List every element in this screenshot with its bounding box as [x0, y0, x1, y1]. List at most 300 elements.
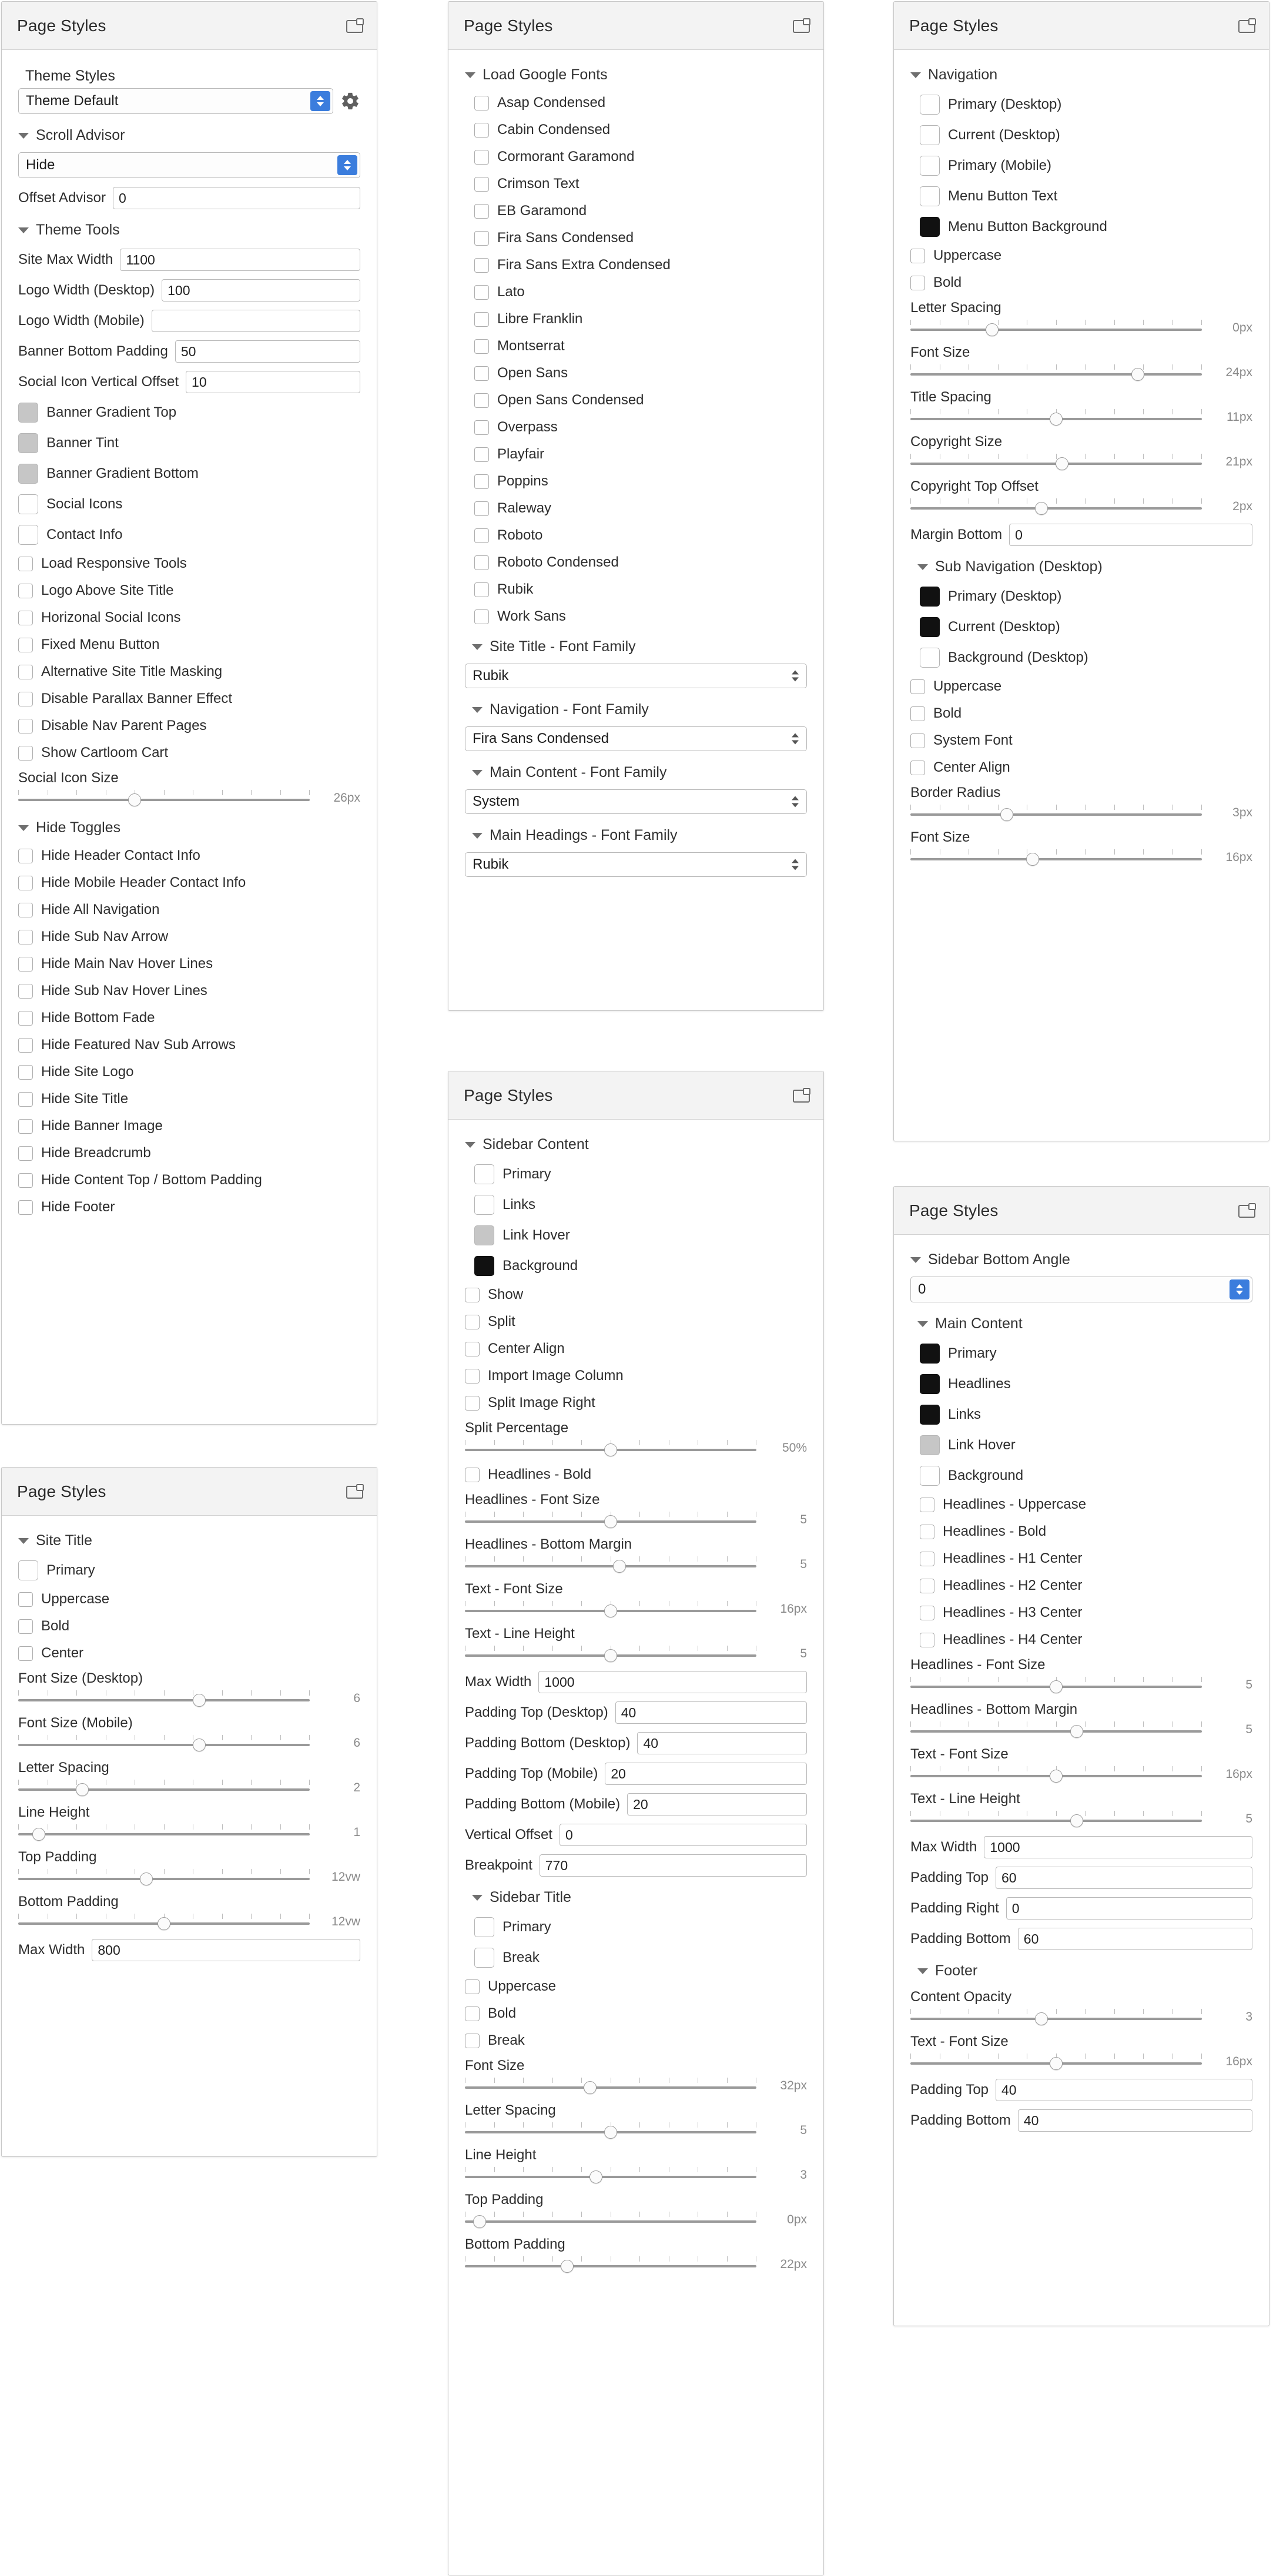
color-swatch[interactable]	[920, 1374, 940, 1394]
padding-right-input[interactable]	[1006, 1897, 1252, 1920]
checkbox[interactable]	[465, 1315, 480, 1329]
slider-knob[interactable]	[473, 2215, 486, 2228]
checkbox-row-disable-parallax-banner-effect[interactable]	[2, 685, 377, 712]
slider-track[interactable]	[910, 407, 1202, 428]
slider-track[interactable]	[910, 362, 1202, 383]
checkbox[interactable]	[920, 1579, 934, 1593]
slider-knob[interactable]	[613, 1560, 626, 1573]
checkbox[interactable]	[910, 249, 925, 263]
swatch-row-background[interactable]	[894, 1460, 1269, 1491]
color-swatch[interactable]	[920, 587, 940, 607]
checkbox-row-bold[interactable]	[448, 2000, 823, 2027]
popout-icon[interactable]	[1238, 1203, 1256, 1218]
popout-icon[interactable]	[793, 1088, 810, 1103]
slider-track[interactable]	[18, 1822, 310, 1843]
checkbox-row-load-responsive-tools[interactable]	[2, 550, 377, 577]
padding-bottom-input[interactable]	[1018, 1928, 1252, 1950]
swatch-row-current-desktop[interactable]	[894, 120, 1269, 150]
checkbox[interactable]	[18, 1092, 33, 1107]
slider-knob[interactable]	[561, 2260, 574, 2273]
slider-track[interactable]	[910, 802, 1202, 823]
checkbox[interactable]	[474, 501, 489, 516]
color-swatch[interactable]	[920, 217, 940, 237]
section-main-content-font-family[interactable]	[448, 756, 823, 787]
checkbox-row-font-asap-condensed[interactable]	[448, 89, 823, 116]
checkbox-row-hide-site-logo[interactable]	[2, 1058, 377, 1086]
checkbox[interactable]	[920, 1606, 934, 1620]
gear-icon[interactable]	[340, 91, 360, 111]
checkbox[interactable]	[465, 1288, 480, 1302]
site-max-width-input[interactable]	[120, 249, 360, 271]
checkbox-row-font-open-sans[interactable]	[448, 360, 823, 387]
slider-knob[interactable]	[1050, 413, 1063, 426]
checkbox[interactable]	[910, 761, 925, 775]
slider-knob[interactable]	[1070, 1814, 1083, 1827]
checkbox[interactable]	[18, 557, 33, 571]
popout-icon[interactable]	[346, 18, 364, 34]
slider-knob[interactable]	[604, 1515, 617, 1528]
select-stepper-icon[interactable]	[337, 155, 357, 175]
color-swatch[interactable]	[920, 1466, 940, 1486]
section-navigation-font-family[interactable]	[448, 693, 823, 724]
slider-track[interactable]	[910, 847, 1202, 868]
slider-knob[interactable]	[604, 1604, 617, 1617]
checkbox[interactable]	[920, 1498, 934, 1512]
checkbox-row-hide-sub-nav-arrow[interactable]	[2, 923, 377, 950]
section-main-content[interactable]	[894, 1307, 1269, 1338]
vertical-offset-input[interactable]	[560, 1824, 807, 1846]
checkbox-row-center[interactable]	[2, 1640, 377, 1667]
main-headings-font-select[interactable]	[465, 852, 807, 877]
color-swatch[interactable]	[920, 1344, 940, 1364]
color-swatch[interactable]	[18, 433, 38, 453]
swatch-row-contact-info[interactable]	[2, 520, 377, 550]
color-swatch[interactable]	[474, 1195, 494, 1215]
padding-top-desktop-input[interactable]	[615, 1701, 807, 1724]
checkbox[interactable]	[474, 177, 489, 192]
checkbox-row-font-roboto-condensed[interactable]	[448, 549, 823, 576]
popout-icon[interactable]	[793, 18, 810, 34]
checkbox[interactable]	[18, 1011, 33, 1026]
select-stepper-icon[interactable]	[1230, 1279, 1249, 1299]
checkbox[interactable]	[18, 1200, 33, 1215]
section-sidebar-bottom-angle[interactable]	[894, 1243, 1269, 1274]
swatch-row-break[interactable]	[448, 1942, 823, 1973]
section-footer[interactable]	[894, 1954, 1269, 1985]
footer-padding-bottom-input[interactable]	[1018, 2109, 1252, 2132]
logo-width-mobile-input[interactable]	[152, 310, 360, 332]
checkbox[interactable]	[474, 528, 489, 543]
section-site-title[interactable]	[2, 1524, 377, 1555]
section-sidebar-title[interactable]	[448, 1881, 823, 1912]
checkbox[interactable]	[18, 719, 33, 733]
checkbox-row-font-montserrat[interactable]	[448, 333, 823, 360]
color-swatch[interactable]	[18, 525, 38, 545]
section-theme-tools[interactable]	[2, 213, 377, 244]
swatch-row-primary-mobile[interactable]	[894, 150, 1269, 181]
section-site-title-font-family[interactable]	[448, 630, 823, 661]
slider-track[interactable]	[910, 1674, 1202, 1696]
checkbox-row-center-align[interactable]	[894, 754, 1269, 781]
slider-track[interactable]	[465, 1599, 756, 1620]
slider-knob[interactable]	[1050, 1680, 1063, 1693]
max-width-input[interactable]	[538, 1671, 807, 1693]
site-title-font-select[interactable]	[465, 664, 807, 688]
slider-track[interactable]	[910, 1808, 1202, 1830]
checkbox[interactable]	[474, 285, 489, 300]
slider-knob[interactable]	[584, 2081, 597, 2094]
swatch-label: Headlines	[948, 1376, 1011, 1392]
swatch-row-menu-button-background[interactable]	[894, 212, 1269, 242]
section-sidebar-content[interactable]	[448, 1128, 823, 1159]
section-hide-toggles[interactable]	[2, 811, 377, 842]
checkbox-row-uppercase[interactable]	[2, 1586, 377, 1613]
checkbox-row-disable-nav-parent-pages[interactable]	[2, 712, 377, 739]
checkbox[interactable]	[18, 611, 33, 625]
checkbox[interactable]	[18, 984, 33, 999]
scroll-advisor-select[interactable]	[18, 152, 360, 178]
checkbox-row-hide-footer[interactable]	[2, 1194, 377, 1221]
checkbox-row-hide-banner-image[interactable]	[2, 1113, 377, 1140]
swatch-row-social-icons[interactable]	[2, 489, 377, 520]
checkbox[interactable]	[920, 1552, 934, 1566]
max-width-input[interactable]	[984, 1836, 1252, 1858]
checkbox-row-split[interactable]	[448, 1308, 823, 1335]
checkbox-row-uppercase[interactable]	[448, 1973, 823, 2000]
checkbox[interactable]	[18, 849, 33, 863]
slider-track[interactable]	[18, 1777, 310, 1798]
checkbox-row-show[interactable]	[448, 1281, 823, 1308]
checkbox[interactable]	[474, 474, 489, 489]
checkbox[interactable]	[474, 258, 489, 273]
checkbox[interactable]	[474, 204, 489, 219]
checkbox[interactable]	[910, 276, 925, 290]
checkbox[interactable]	[474, 555, 489, 570]
checkbox-row-hide-mobile-header-contact-info[interactable]	[2, 869, 377, 896]
checkbox-row-font-overpass[interactable]	[448, 414, 823, 441]
section-navigation[interactable]	[894, 58, 1269, 89]
slider-knob[interactable]	[986, 323, 999, 336]
checkbox[interactable]	[474, 339, 489, 354]
color-swatch[interactable]	[474, 1225, 494, 1245]
slider-track[interactable]	[18, 1733, 310, 1754]
color-swatch[interactable]	[920, 95, 940, 115]
checkbox-row-font-open-sans-condensed[interactable]	[448, 387, 823, 414]
checkbox-row-headlines-bold[interactable]	[894, 1518, 1269, 1545]
swatch-row-menu-button-text[interactable]	[894, 181, 1269, 212]
swatch-row-link-hover[interactable]	[448, 1220, 823, 1251]
checkbox[interactable]	[18, 1173, 33, 1188]
swatch-row-primary-desktop[interactable]	[894, 89, 1269, 120]
padding-top-input[interactable]	[996, 1867, 1252, 1889]
checkbox[interactable]	[920, 1525, 934, 1539]
swatch-row-primary[interactable]	[448, 1912, 823, 1942]
swatch-row-banner-tint[interactable]	[2, 428, 377, 458]
slider-track[interactable]	[18, 1688, 310, 1709]
slider-track[interactable]	[910, 451, 1202, 473]
slider-track[interactable]	[910, 1764, 1202, 1785]
checkbox-row-font-crimson-text[interactable]	[448, 170, 823, 197]
checkbox-label: Horizonal Social Icons	[41, 609, 181, 625]
color-swatch[interactable]	[920, 617, 940, 637]
checkbox-row-split-image-right[interactable]	[448, 1389, 823, 1416]
main-content-font-select[interactable]	[465, 789, 807, 814]
swatch-row-links[interactable]	[894, 1399, 1269, 1430]
slider-track[interactable]	[465, 2075, 756, 2096]
checkbox[interactable]	[18, 665, 33, 679]
swatch-row-background[interactable]	[448, 1251, 823, 1281]
color-swatch[interactable]	[474, 1164, 494, 1184]
slider-track[interactable]	[910, 496, 1202, 517]
checkbox[interactable]	[18, 957, 33, 972]
theme-select[interactable]	[18, 88, 333, 114]
slider-knob[interactable]	[158, 1917, 170, 1930]
slider-track[interactable]	[465, 1438, 756, 1459]
checkbox[interactable]	[465, 2006, 480, 2021]
checkbox[interactable]	[474, 609, 489, 624]
checkbox-row-uppercase[interactable]	[894, 673, 1269, 700]
swatch-row-primary[interactable]	[2, 1555, 377, 1586]
slider-track[interactable]	[18, 1867, 310, 1888]
checkbox[interactable]	[910, 706, 925, 721]
checkbox[interactable]	[465, 1396, 480, 1411]
checkbox-row-headlines-uppercase[interactable]	[894, 1491, 1269, 1518]
section-main-headings-font-family[interactable]	[448, 819, 823, 850]
slider-knob[interactable]	[589, 2170, 602, 2183]
slider-knob[interactable]	[193, 1738, 206, 1751]
slider-knob[interactable]	[604, 1443, 617, 1456]
slider-knob[interactable]	[1026, 853, 1039, 866]
slider-knob[interactable]	[76, 1783, 89, 1796]
checkbox-row-hide-content-padding[interactable]	[2, 1167, 377, 1194]
checkbox[interactable]	[18, 746, 33, 761]
checkbox[interactable]	[18, 1592, 33, 1607]
logo-width-desktop-input[interactable]	[162, 279, 360, 302]
checkbox[interactable]	[18, 584, 33, 598]
swatch-row-primary-desktop[interactable]	[894, 581, 1269, 612]
checkbox[interactable]	[18, 1619, 33, 1634]
section-scroll-advisor[interactable]	[2, 119, 377, 150]
checkbox[interactable]	[474, 582, 489, 597]
slider-track[interactable]	[910, 2006, 1202, 2028]
checkbox-row-font-fira-sans-extra-condensed[interactable]	[448, 252, 823, 279]
checkbox[interactable]	[474, 393, 489, 408]
padding-bottom-mobile-input[interactable]	[627, 1793, 807, 1815]
checkbox-row-font-rubik[interactable]	[448, 576, 823, 603]
color-swatch[interactable]	[474, 1917, 494, 1937]
swatch-row-primary[interactable]	[448, 1159, 823, 1190]
slider-track[interactable]	[465, 1509, 756, 1530]
checkbox[interactable]	[474, 96, 489, 110]
slider-knob[interactable]	[1050, 1770, 1063, 1783]
checkbox-row-font-cormorant-garamond[interactable]	[448, 143, 823, 170]
slider-track[interactable]	[465, 2120, 756, 2141]
checkbox-row-break[interactable]	[448, 2027, 823, 2054]
checkbox-label: Crimson Text	[497, 176, 579, 192]
checkbox[interactable]	[18, 1646, 33, 1661]
checkbox-row-hide-all-navigation[interactable]	[2, 896, 377, 923]
checkbox-row-bold[interactable]	[2, 1613, 377, 1640]
banner-bottom-padding-input[interactable]	[175, 340, 360, 363]
checkbox[interactable]	[18, 876, 33, 890]
color-swatch[interactable]	[920, 1405, 940, 1425]
checkbox[interactable]	[465, 1342, 480, 1356]
slider-knob[interactable]	[1050, 2057, 1063, 2070]
slider-track[interactable]	[465, 2254, 756, 2275]
checkbox[interactable]	[18, 930, 33, 944]
slider-knob[interactable]	[128, 793, 141, 806]
checkbox[interactable]	[465, 1979, 480, 1994]
slider-knob[interactable]	[1000, 808, 1013, 821]
slider-knob[interactable]	[1131, 368, 1144, 381]
checkbox-row-font-lato[interactable]	[448, 279, 823, 306]
swatch-row-link-hover[interactable]	[894, 1430, 1269, 1460]
footer-padding-top-input[interactable]	[996, 2079, 1252, 2101]
popout-icon[interactable]	[346, 1484, 364, 1499]
checkbox[interactable]	[465, 2034, 480, 2048]
checkbox-row-headlines-h3-center[interactable]	[894, 1599, 1269, 1626]
checkbox[interactable]	[474, 123, 489, 138]
checkbox-row-hide-main-nav-hover-lines[interactable]	[2, 950, 377, 977]
slider-track[interactable]	[910, 1719, 1202, 1740]
checkbox-label: Hide Breadcrumb	[41, 1145, 151, 1161]
checkbox[interactable]	[910, 733, 925, 748]
checkbox-row-alternative-site-title-masking[interactable]	[2, 658, 377, 685]
padding-bottom-desktop-input[interactable]	[637, 1732, 807, 1754]
margin-bottom-input[interactable]	[1009, 524, 1252, 546]
checkbox[interactable]	[18, 1146, 33, 1161]
checkbox[interactable]	[474, 420, 489, 435]
checkbox-row-font-libre-franklin[interactable]	[448, 306, 823, 333]
checkbox-row-hide-site-title[interactable]	[2, 1086, 377, 1113]
social-icon-vertical-offset-input[interactable]	[186, 371, 360, 393]
checkbox[interactable]	[18, 1038, 33, 1053]
slider-knob[interactable]	[1035, 502, 1048, 515]
max-width-input[interactable]	[92, 1939, 360, 1961]
padding-top-mobile-input[interactable]	[605, 1763, 807, 1785]
checkbox[interactable]	[18, 692, 33, 706]
checkbox[interactable]	[18, 903, 33, 917]
slider-knob[interactable]	[604, 1649, 617, 1662]
checkbox-row-bold[interactable]	[894, 700, 1269, 727]
slider-knob[interactable]	[32, 1828, 45, 1841]
section-sub-navigation[interactable]	[894, 550, 1269, 581]
color-swatch[interactable]	[920, 186, 940, 206]
color-swatch[interactable]	[920, 648, 940, 668]
slider-knob[interactable]	[1070, 1725, 1083, 1738]
slider-track[interactable]	[465, 2165, 756, 2186]
checkbox-row-font-work-sans[interactable]	[448, 603, 823, 630]
color-swatch[interactable]	[18, 464, 38, 484]
slider-track[interactable]	[465, 1554, 756, 1575]
checkbox[interactable]	[920, 1633, 934, 1647]
checkbox-row-font-playfair[interactable]	[448, 441, 823, 468]
checkbox[interactable]	[474, 150, 489, 165]
checkbox-row-headlines-h2-center[interactable]	[894, 1572, 1269, 1599]
checkbox-row-headlines-bold[interactable]	[448, 1461, 823, 1488]
section-load-google-fonts[interactable]	[448, 58, 823, 89]
swatch-row-current-desktop[interactable]	[894, 612, 1269, 642]
offset-advisor-input[interactable]	[113, 187, 360, 209]
breakpoint-input[interactable]	[540, 1854, 807, 1877]
checkbox-row-logo-above-site-title[interactable]	[2, 577, 377, 604]
checkbox[interactable]	[474, 366, 489, 381]
swatch-row-banner-gradient-top[interactable]	[2, 397, 377, 428]
color-swatch[interactable]	[920, 1435, 940, 1455]
swatch-row-banner-gradient-bottom[interactable]	[2, 458, 377, 489]
checkbox-row-show-cartloom-cart[interactable]	[2, 739, 377, 766]
checkbox-row-horizonal-social-icons[interactable]	[2, 604, 377, 631]
checkbox[interactable]	[465, 1468, 480, 1482]
checkbox[interactable]	[18, 1065, 33, 1080]
checkbox[interactable]	[18, 638, 33, 652]
slider-track[interactable]	[910, 2051, 1202, 2072]
checkbox-row-hide-featured-nav-sub-arrows[interactable]	[2, 1031, 377, 1058]
slider-knob[interactable]	[1035, 2012, 1048, 2025]
slider-track[interactable]	[18, 788, 310, 809]
sidebar-bottom-angle-select[interactable]	[910, 1277, 1252, 1302]
checkbox-row-fixed-menu-button[interactable]	[2, 631, 377, 658]
checkbox[interactable]	[465, 1369, 480, 1384]
checkbox[interactable]	[18, 1119, 33, 1134]
checkbox-row-hide-bottom-fade[interactable]	[2, 1004, 377, 1031]
checkbox-row-hide-breadcrumb[interactable]	[2, 1140, 377, 1167]
checkbox-row-center-align[interactable]	[448, 1335, 823, 1362]
navigation-font-select[interactable]	[465, 726, 807, 751]
checkbox-row-bold[interactable]	[894, 269, 1269, 296]
slider-track[interactable]	[465, 2209, 756, 2230]
checkbox-row-font-poppins[interactable]	[448, 468, 823, 495]
swatch-row-headlines[interactable]	[894, 1369, 1269, 1399]
checkbox-row-uppercase[interactable]	[894, 242, 1269, 269]
color-swatch[interactable]	[920, 125, 940, 145]
checkbox-row-hide-sub-nav-hover-lines[interactable]	[2, 977, 377, 1004]
color-swatch[interactable]	[474, 1948, 494, 1968]
slider-track[interactable]	[465, 1643, 756, 1664]
popout-icon[interactable]	[1238, 18, 1256, 34]
checkbox-row-import-image-column[interactable]	[448, 1362, 823, 1389]
swatch-row-background-desktop[interactable]	[894, 642, 1269, 673]
slider-knob[interactable]	[1056, 457, 1068, 470]
slider-track[interactable]	[910, 317, 1202, 339]
swatch-row-links[interactable]	[448, 1190, 823, 1220]
color-swatch[interactable]	[474, 1256, 494, 1276]
slider-knob[interactable]	[604, 2126, 617, 2139]
checkbox-row-hide-header-contact-info[interactable]	[2, 842, 377, 869]
checkbox-row-font-eb-garamond[interactable]	[448, 197, 823, 225]
checkbox-row-headlines-h1-center[interactable]	[894, 1545, 1269, 1572]
checkbox[interactable]	[474, 447, 489, 462]
checkbox-row-font-raleway[interactable]	[448, 495, 823, 522]
color-swatch[interactable]	[18, 403, 38, 423]
slider-track[interactable]	[18, 1911, 310, 1932]
checkbox-row-font-fira-sans-condensed[interactable]	[448, 225, 823, 252]
checkbox-row-font-cabin-condensed[interactable]	[448, 116, 823, 143]
swatch-row-primary[interactable]	[894, 1338, 1269, 1369]
select-stepper-icon[interactable]	[310, 91, 330, 111]
checkbox-row-system-font[interactable]	[894, 727, 1269, 754]
slider-knob[interactable]	[193, 1694, 206, 1707]
checkbox-row-font-roboto[interactable]	[448, 522, 823, 549]
checkbox[interactable]	[910, 679, 925, 694]
checkbox[interactable]	[474, 231, 489, 246]
color-swatch[interactable]	[920, 156, 940, 176]
checkbox-row-headlines-h4-center[interactable]	[894, 1626, 1269, 1653]
color-swatch[interactable]	[18, 494, 38, 514]
checkbox[interactable]	[474, 312, 489, 327]
slider-knob[interactable]	[140, 1872, 153, 1885]
color-swatch[interactable]	[18, 1560, 38, 1580]
